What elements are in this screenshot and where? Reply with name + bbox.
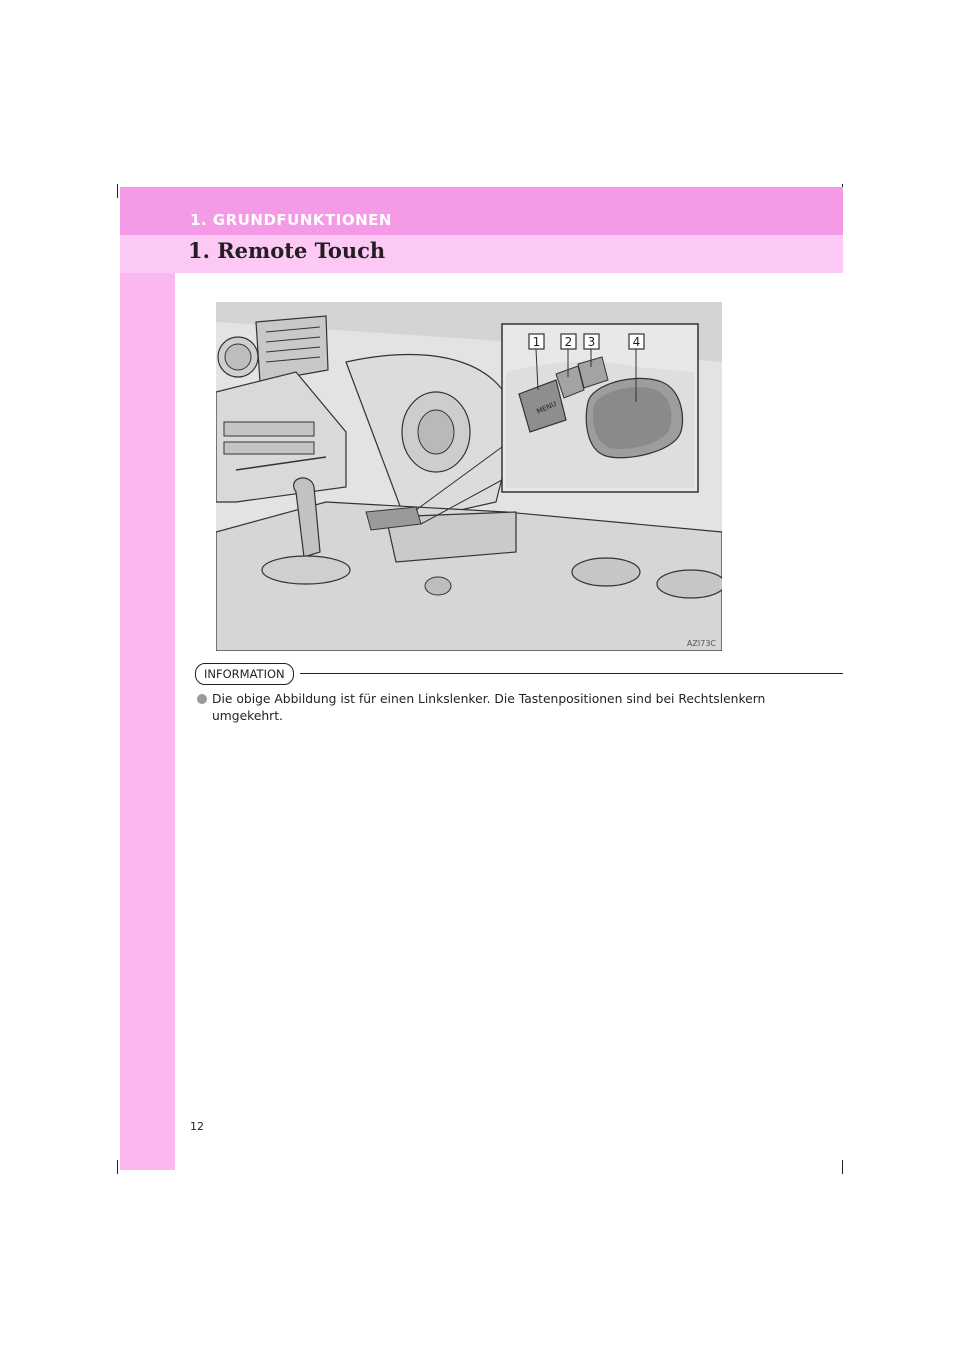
information-item <box>197 691 777 725</box>
callout-3: 3 <box>587 335 596 349</box>
information-label: INFORMATION <box>195 663 294 685</box>
page-sidebar <box>120 187 175 1170</box>
callout-1: 1 <box>532 335 541 349</box>
information-rule <box>300 673 843 674</box>
crop-mark <box>842 1160 843 1174</box>
menu-button-label: MENU <box>535 399 558 416</box>
figure-code: AZI73C <box>686 639 716 648</box>
page-title: 1. Remote Touch <box>188 238 386 263</box>
callout-2: 2 <box>564 335 573 349</box>
information-text: Die obige Abbildung ist für einen Linkslenker. Die Tastenpositionen sind bei Rechtslenkern umgekehrt. <box>212 692 766 723</box>
bullet-icon <box>197 694 207 704</box>
crop-mark <box>117 184 118 198</box>
remote-touch-illustration <box>216 302 722 651</box>
page-number: 12 <box>190 1120 204 1133</box>
crop-mark <box>117 1160 118 1174</box>
car-console-drawing <box>216 302 722 651</box>
callout-4: 4 <box>632 335 641 349</box>
section-label: 1. GRUNDFUNKTIONEN <box>190 211 392 229</box>
